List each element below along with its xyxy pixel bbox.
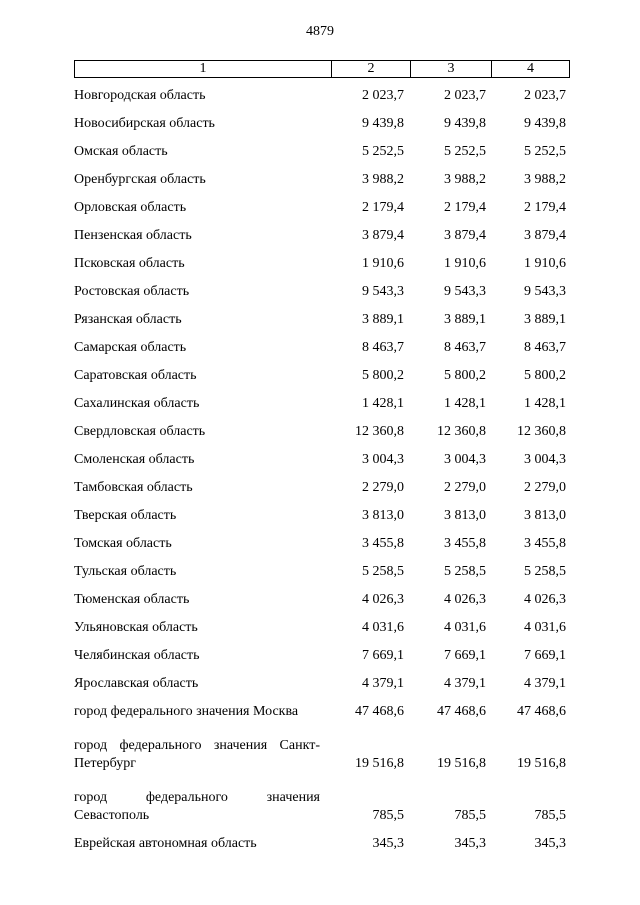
- value-col-4: 2 179,4: [524, 200, 566, 215]
- value-col-4: 9 543,3: [524, 284, 566, 299]
- value-col-4: 4 031,6: [524, 620, 566, 635]
- value-col-3: 7 669,1: [444, 648, 486, 663]
- table-row: [74, 640, 570, 668]
- value-col-3: 3 813,0: [444, 508, 486, 523]
- region-name: Ярославская область: [74, 676, 199, 691]
- value-col-3: 3 988,2: [444, 172, 486, 187]
- value-col-4: 3 879,4: [524, 228, 566, 243]
- region-name: Рязанская область: [74, 312, 182, 327]
- region-name: Свердловская область: [74, 424, 206, 439]
- value-col-4: 785,5: [534, 808, 566, 823]
- value-col-2: 1 910,6: [362, 256, 404, 271]
- region-name: город федерального значения Севастополь: [74, 790, 320, 823]
- table-row: [74, 584, 570, 612]
- value-col-2: 3 813,0: [362, 508, 404, 523]
- table-row: [74, 668, 570, 696]
- table-row: [74, 276, 570, 304]
- value-col-3: 4 026,3: [444, 592, 486, 607]
- value-col-2: 7 669,1: [362, 648, 404, 663]
- table-row: [74, 80, 570, 108]
- value-col-4: 47 468,6: [517, 704, 566, 719]
- value-col-4: 4 379,1: [524, 676, 566, 691]
- region-name: Тверская область: [74, 508, 177, 523]
- value-col-2: 19 516,8: [355, 756, 404, 771]
- region-name: Пензенская область: [74, 228, 192, 243]
- table-row: [74, 556, 570, 584]
- region-name: Саратовская область: [74, 368, 197, 383]
- table-row: [74, 416, 570, 444]
- region-name: Омская область: [74, 144, 168, 159]
- table-row: [74, 220, 570, 248]
- table-row: [74, 248, 570, 276]
- value-col-4: 12 360,8: [517, 424, 566, 439]
- value-col-4: 3 813,0: [524, 508, 566, 523]
- value-col-2: 3 988,2: [362, 172, 404, 187]
- region-name: Орловская область: [74, 200, 187, 215]
- region-name: Тульская область: [74, 564, 177, 579]
- value-col-3: 12 360,8: [437, 424, 486, 439]
- region-name: Новгородская область: [74, 88, 206, 103]
- value-col-3: 19 516,8: [437, 756, 486, 771]
- value-col-2: 3 889,1: [362, 312, 404, 327]
- value-col-3: 1 428,1: [444, 396, 486, 411]
- table-row: [74, 332, 570, 360]
- value-col-3: 4 379,1: [444, 676, 486, 691]
- value-col-4: 5 258,5: [524, 564, 566, 579]
- table-row: [74, 776, 570, 828]
- header-col-1: 1: [199, 61, 207, 76]
- value-col-4: 1 910,6: [524, 256, 566, 271]
- value-col-2: 2 023,7: [362, 88, 404, 103]
- region-name: город федерального значения Москва: [74, 704, 299, 719]
- value-col-3: 2 023,7: [444, 88, 486, 103]
- table-row: [74, 472, 570, 500]
- table-row: [74, 164, 570, 192]
- region-name: Челябинская область: [74, 648, 200, 663]
- region-name: Ростовская область: [74, 284, 190, 299]
- value-col-2: 1 428,1: [362, 396, 404, 411]
- value-col-3: 5 258,5: [444, 564, 486, 579]
- table-row: [74, 724, 570, 776]
- value-col-2: 9 439,8: [362, 116, 404, 131]
- value-col-4: 9 439,8: [524, 116, 566, 131]
- value-col-3: 785,5: [454, 808, 486, 823]
- header-col-3: 3: [410, 61, 491, 77]
- value-col-3: 345,3: [454, 836, 486, 851]
- value-col-4: 2 023,7: [524, 88, 566, 103]
- value-col-4: 8 463,7: [524, 340, 566, 355]
- value-col-2: 5 258,5: [362, 564, 404, 579]
- value-col-4: 3 004,3: [524, 452, 566, 467]
- header-col-4: 4: [491, 61, 569, 77]
- region-name: Томская область: [74, 536, 172, 551]
- value-col-4: 3 455,8: [524, 536, 566, 551]
- table-row: [74, 304, 570, 332]
- value-col-3: 5 800,2: [444, 368, 486, 383]
- table-row: [74, 444, 570, 472]
- value-col-2: 3 455,8: [362, 536, 404, 551]
- value-col-2: 47 468,6: [355, 704, 404, 719]
- table-row: [74, 192, 570, 220]
- value-col-3: 3 879,4: [444, 228, 486, 243]
- value-col-3: 1 910,6: [444, 256, 486, 271]
- value-col-2: 3 004,3: [362, 452, 404, 467]
- table-row: [74, 136, 570, 164]
- table-row: [74, 612, 570, 640]
- value-col-3: 2 279,0: [444, 480, 486, 495]
- value-col-4: 4 026,3: [524, 592, 566, 607]
- table-body: [74, 80, 570, 856]
- value-col-3: 47 468,6: [437, 704, 486, 719]
- table-row: [74, 500, 570, 528]
- region-name: Самарская область: [74, 340, 187, 355]
- value-col-4: 3 988,2: [524, 172, 566, 187]
- value-col-4: 5 252,5: [524, 144, 566, 159]
- value-col-2: 5 800,2: [362, 368, 404, 383]
- value-col-3: 9 439,8: [444, 116, 486, 131]
- region-name: Ульяновская область: [74, 620, 198, 635]
- region-name: Тюменская область: [74, 592, 190, 607]
- value-col-4: 2 279,0: [524, 480, 566, 495]
- region-name: Тамбовская область: [74, 480, 193, 495]
- region-name: Оренбургская область: [74, 172, 206, 187]
- table-row: [74, 696, 570, 724]
- value-col-2: 12 360,8: [355, 424, 404, 439]
- table-row: [74, 108, 570, 136]
- region-name: Смоленская область: [74, 452, 195, 467]
- header-col-2: 2: [331, 61, 410, 77]
- value-col-3: 3 455,8: [444, 536, 486, 551]
- value-col-3: 5 252,5: [444, 144, 486, 159]
- region-name: город федерального значения Санкт-Петербург: [74, 738, 320, 771]
- value-col-2: 785,5: [372, 808, 404, 823]
- value-col-3: 2 179,4: [444, 200, 486, 215]
- value-col-4: 7 669,1: [524, 648, 566, 663]
- value-col-3: 3 004,3: [444, 452, 486, 467]
- value-col-2: 2 279,0: [362, 480, 404, 495]
- value-col-2: 2 179,4: [362, 200, 404, 215]
- region-name: Сахалинская область: [74, 396, 200, 411]
- table-row: [74, 828, 570, 856]
- value-col-4: 345,3: [534, 836, 566, 851]
- value-col-2: 8 463,7: [362, 340, 404, 355]
- value-col-4: 19 516,8: [517, 756, 566, 771]
- value-col-4: 1 428,1: [524, 396, 566, 411]
- value-col-2: 9 543,3: [362, 284, 404, 299]
- value-col-2: 3 879,4: [362, 228, 404, 243]
- value-col-3: 3 889,1: [444, 312, 486, 327]
- region-name: Новосибирская область: [74, 116, 215, 131]
- value-col-4: 5 800,2: [524, 368, 566, 383]
- page-number: 4879: [306, 24, 334, 39]
- value-col-3: 4 031,6: [444, 620, 486, 635]
- value-col-3: 9 543,3: [444, 284, 486, 299]
- value-col-2: 4 031,6: [362, 620, 404, 635]
- table-row: [74, 360, 570, 388]
- value-col-4: 3 889,1: [524, 312, 566, 327]
- value-col-3: 8 463,7: [444, 340, 486, 355]
- region-name: Псковская область: [74, 256, 185, 271]
- region-name: Еврейская автономная область: [74, 836, 257, 851]
- value-col-2: 345,3: [372, 836, 404, 851]
- value-col-2: 4 379,1: [362, 676, 404, 691]
- value-col-2: 5 252,5: [362, 144, 404, 159]
- value-col-2: 4 026,3: [362, 592, 404, 607]
- table-row: [74, 388, 570, 416]
- table-row: [74, 528, 570, 556]
- table-header: [74, 60, 570, 78]
